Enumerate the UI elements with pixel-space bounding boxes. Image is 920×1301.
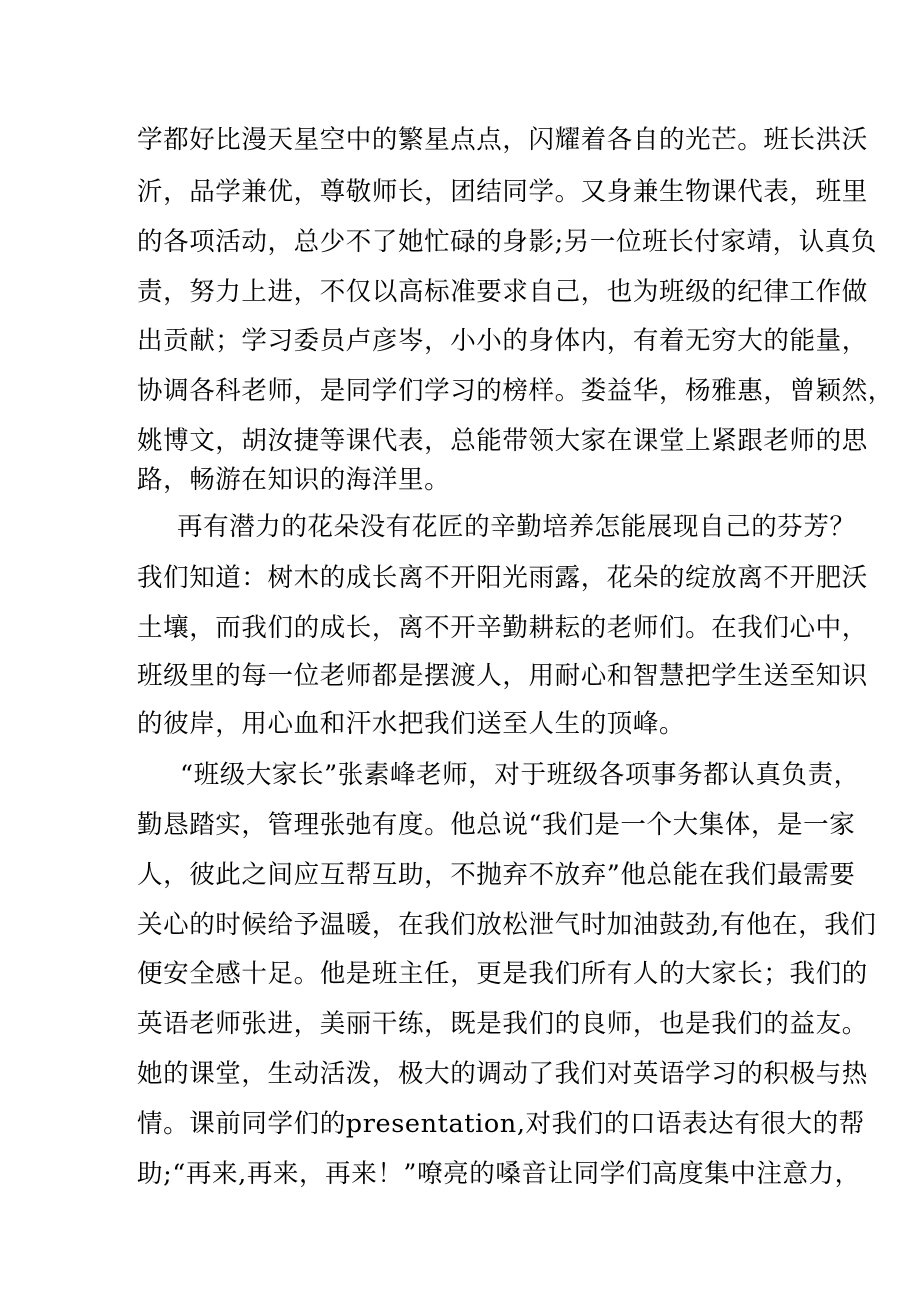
text-line: 学都好比漫天星空中的繁星点点，闪耀着各自的光芒。班长洪沃 xyxy=(137,125,868,155)
text-line: 她的课堂，生动活泼，极大的调动了我们对英语学习的积极与热 xyxy=(137,1059,868,1089)
text-line: 协调各科老师，是同学们学习的榜样。娄益华，杨雅惠，曾颖然， xyxy=(137,376,894,406)
text-line: 责，努力上进，不仅以高标准要求自己，也为班级的纪律工作做 xyxy=(137,277,868,307)
text-line: 助;“再来,再来，再来！”嘹亮的嗓音让同学们高度集中注意力， xyxy=(137,1159,861,1189)
text-line: 土壤，而我们的成长，离不开辛勤耕耘的老师们。在我们心中， xyxy=(137,613,868,643)
text-line: 便安全感十足。他是班主任，更是我们所有人的大家长；我们的 xyxy=(137,959,868,989)
text-line: 我们知道：树木的成长离不开阳光雨露，花朵的绽放离不开肥沃 xyxy=(137,563,868,593)
text-line: 姚博文，胡汝捷等课代表，总能带领大家在课堂上紧跟老师的思 xyxy=(137,426,868,456)
text-line: 关心的时候给予温暖，在我们放松泄气时加油鼓劲,有他在，我们 xyxy=(137,910,877,940)
paragraph-first-line: “班级大家长”张素峰老师，对于班级各项事务都认真负责， xyxy=(180,760,860,790)
paragraph-first-line: 再有潜力的花朵没有花匠的辛勤培养怎能展现自己的芬芳？ xyxy=(177,512,856,542)
text-line: 英语老师张进，美丽干练，既是我们的良师，也是我们的益友。 xyxy=(137,1009,868,1039)
text-line: 路，畅游在知识的海洋里。 xyxy=(137,465,451,495)
text-line: 情。课前同学们的presentation,对我们的口语表达有很大的帮 xyxy=(137,1109,865,1139)
text-line: 班级里的每一位老师都是摆渡人，用耐心和智慧把学生送至知识 xyxy=(137,661,868,691)
text-line: 出贡献；学习委员卢彦岑，小小的身体内，有着无穷大的能量， xyxy=(137,326,868,356)
text-line: 的彼岸，用心血和汗水把我们送至人生的顶峰。 xyxy=(137,709,686,739)
text-line: 沂，品学兼优，尊敬师长，团结同学。又身兼生物课代表，班里 xyxy=(137,177,868,207)
text-line: 的各项活动，总少不了她忙碌的身影;另一位班长付家靖，认真负 xyxy=(137,227,877,257)
text-line: 勤恳踏实，管理张弛有度。他总说“我们是一个大集体，是一家 xyxy=(137,810,856,840)
text-line: 人，彼此之间应互帮互助，不抛弃不放弃”他总能在我们最需要 xyxy=(137,860,856,890)
